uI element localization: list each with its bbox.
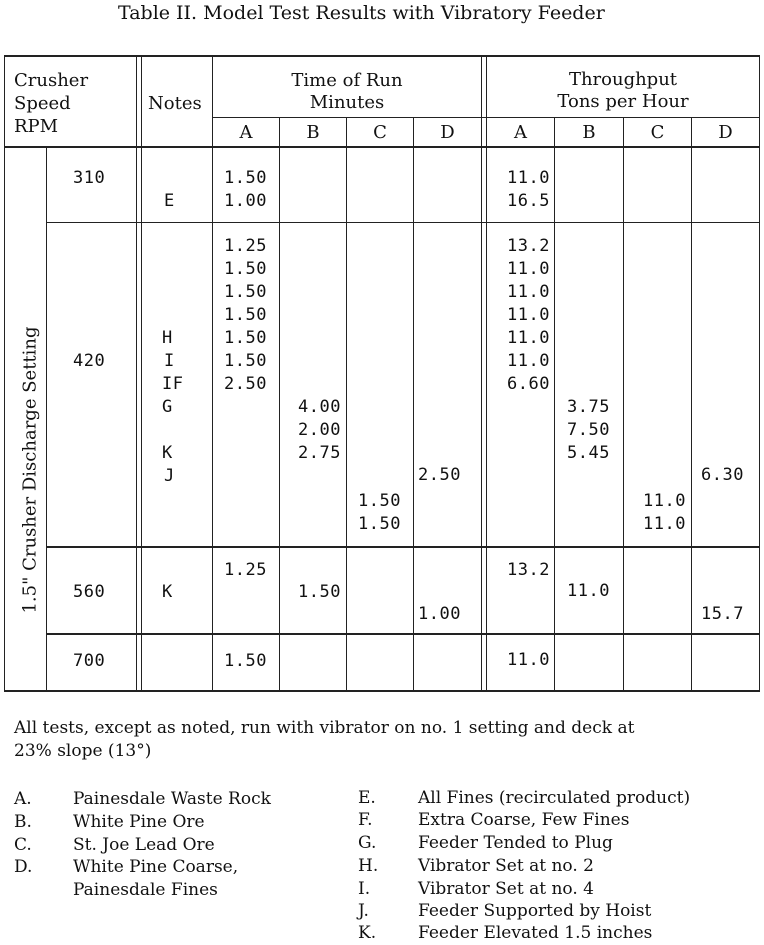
header-notes: Notes [148, 93, 202, 114]
side-label: 1.5" Crusher Discharge Setting [19, 326, 41, 614]
table-title: Table II. Model Test Results with Vibratory Feeder [118, 2, 605, 24]
